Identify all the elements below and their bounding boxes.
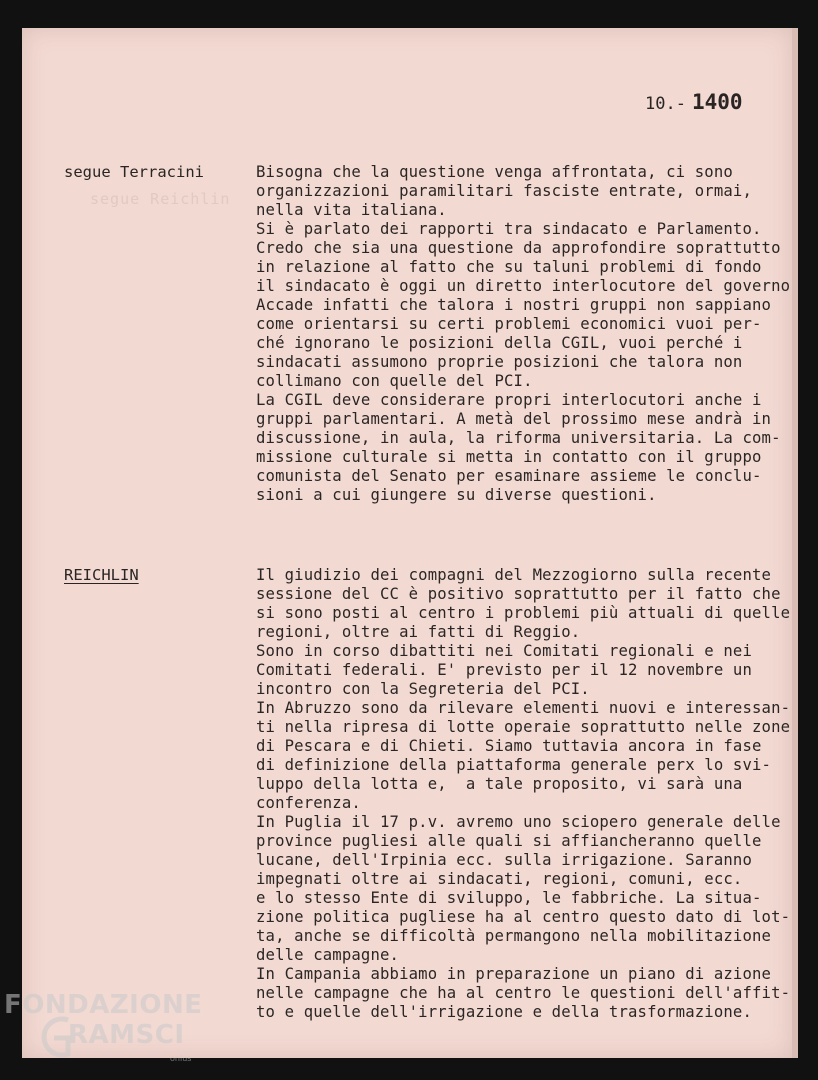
text-line: e lo stesso Ente di sviluppo, le fabbriche. La situa-: [256, 889, 762, 907]
page-number-prefix: 10.-: [645, 94, 686, 114]
text-line: sioni a cui giungere su diverse questioni.: [256, 486, 657, 504]
text-line: ta, anche se difficoltà permangono nella mobilitazione: [256, 927, 772, 945]
text-line: comunista del Senato per esaminare assieme le conclu-: [256, 467, 762, 485]
text-line: di Pescara e di Chieti. Siamo tuttavia ancora in fase: [256, 737, 762, 755]
text-line: nelle campagne che ha al centro le questioni dell'affit-: [256, 984, 791, 1002]
text-line: in relazione al fatto che su taluni problemi di fondo: [256, 258, 762, 276]
watermark-line2: RAMSCI: [68, 1020, 185, 1050]
text-line: discussione, in aula, la riforma universitaria. La com-: [256, 429, 781, 447]
text-line: In Campania abbiamo in preparazione un piano di azione: [256, 965, 772, 983]
text-line: Si è parlato dei rapporti tra sindacato e Parlamento.: [256, 220, 762, 238]
watermark-line1: FONDAZIONE: [4, 990, 203, 1020]
text-line: Il giudizio dei compagni del Mezzogiorno sulla recente: [256, 566, 772, 584]
speaker-label: segue Terracini: [64, 163, 204, 181]
page-stamp: 1400: [691, 90, 743, 114]
text-line: Accade infatti che talora i nostri gruppi non sappiano: [256, 296, 772, 314]
text-block: [256, 566, 796, 1022]
text-line: di definizione della piattaforma generale perx lo svi-: [256, 756, 772, 774]
speaker-label: REICHLIN: [64, 566, 139, 584]
text-line: In Abruzzo sono da rilevare elementi nuovi e interessan-: [256, 699, 791, 717]
text-line: come orientarsi su certi problemi economici vuoi per-: [256, 315, 762, 333]
text-line: ti nella ripresa di lotte operaie soprattutto nelle zone: [256, 718, 791, 736]
text-line: si sono posti al centro i problemi più attuali di quelle: [256, 604, 791, 622]
watermark-logo: [4, 990, 204, 1070]
text-line: lucane, dell'Irpinia ecc. sulla irrigazione. Saranno: [256, 851, 752, 869]
text-line: In Puglia il 17 p.v. avremo uno sciopero generale delle: [256, 813, 781, 831]
text-line: incontro con la Segreteria del PCI.: [256, 680, 590, 698]
text-line: ché ignorano le posizioni della CGIL, vuoi perché i: [256, 334, 743, 352]
text-line: Bisogna che la questione venga affrontata, ci sono: [256, 163, 733, 181]
watermark-line3: onlus: [170, 1054, 192, 1063]
text-line: nella vita italiana.: [256, 201, 447, 219]
text-line: sindacati assumono proprie posizioni che talora non: [256, 353, 743, 371]
text-line: La CGIL deve considerare propri interlocutori anche i: [256, 391, 762, 409]
text-line: il sindacato è oggi un diretto interlocutore del governo: [256, 277, 791, 295]
text-line: province pugliesi alle quali si affiancheranno quelle: [256, 832, 762, 850]
text-line: collimano con quelle del PCI.: [256, 372, 533, 390]
page-number: [645, 90, 743, 114]
text-line: Credo che sia una questione da approfondire soprattutto: [256, 239, 781, 257]
text-line: Sono in corso dibattiti nei Comitati regionali e nei: [256, 642, 752, 660]
text-line: regioni, oltre ai fatti di Reggio.: [256, 623, 581, 641]
text-line: gruppi parlamentari. A metà del prossimo mese andrà in: [256, 410, 772, 428]
text-line: sessione del CC è positivo soprattutto per il fatto che: [256, 585, 781, 603]
text-line: organizzazioni paramilitari fasciste entrate, ormai,: [256, 182, 752, 200]
text-line: conferenza.: [256, 794, 361, 812]
text-line: Comitati federali. E' previsto per il 12 novembre un: [256, 661, 752, 679]
text-block: [256, 163, 796, 505]
bleed-through-text: segue Reichlin: [90, 190, 231, 208]
text-line: zione politica pugliese ha al centro questo dato di lot-: [256, 908, 791, 926]
text-line: missione culturale si metta in contatto con il gruppo: [256, 448, 762, 466]
text-line: to e quelle dell'irrigazione e della trasformazione.: [256, 1003, 752, 1021]
text-line: delle campagne.: [256, 946, 400, 964]
text-line: luppo della lotta e, a tale proposito, vi sarà una: [256, 775, 743, 793]
text-line: impegnati oltre ai sindacati, regioni, comuni, ecc.: [256, 870, 743, 888]
